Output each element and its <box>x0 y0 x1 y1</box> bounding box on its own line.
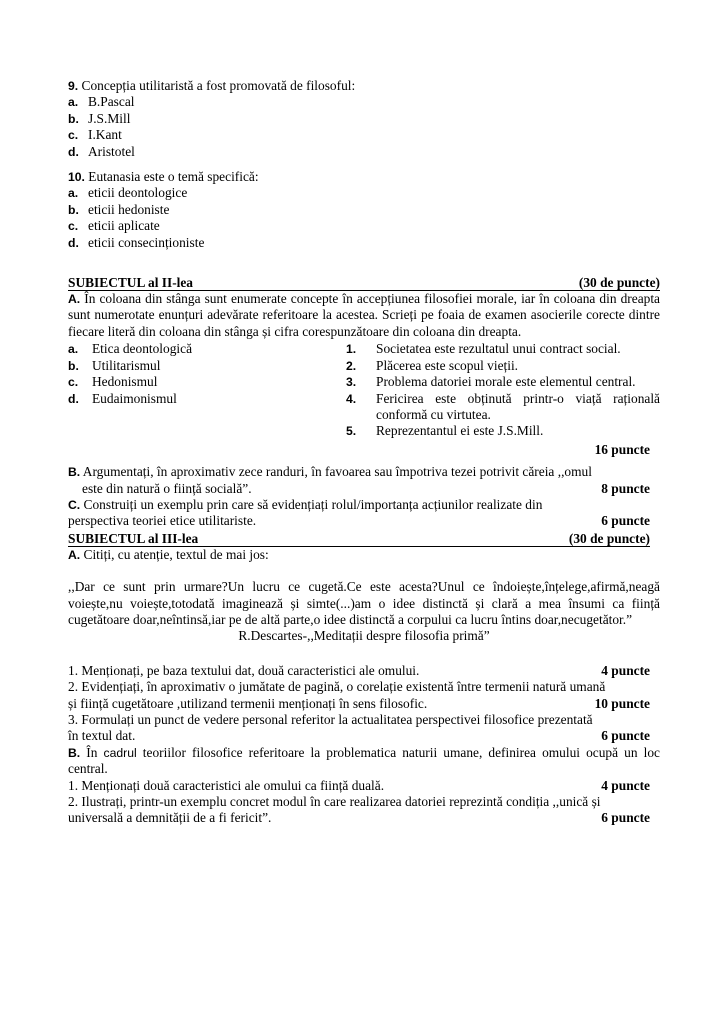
item-text: și ființă cugetătoare ,utilizand termenii menționați în sens filosofic. <box>68 695 428 711</box>
question-10 <box>68 169 660 185</box>
subject-2-b <box>68 464 660 480</box>
right-item <box>346 391 660 424</box>
question-number: 9. <box>68 79 79 93</box>
item-text: Argumentați, în aproximativ zece randuri, în favoarea sau împotriva tezei potrivit căreia ,,omul <box>80 464 592 480</box>
right-number: 3. <box>346 375 357 390</box>
item-points: 6 puncte <box>601 513 650 529</box>
subject-title: SUBIECTUL al II-lea <box>68 275 194 291</box>
left-item <box>68 374 346 390</box>
subject-3-item-3: 3. Formulați un punct de vedere personal referitor la actualitatea perspectivei filosofice prezentată <box>68 712 593 727</box>
right-item <box>346 423 660 439</box>
item-label: A. <box>68 292 81 307</box>
right-text: Reprezentantul ei este J.S.Mill. <box>376 423 544 439</box>
subject-2-c-line2 <box>68 513 660 529</box>
right-text: Societatea este rezultatul unui contract social. <box>376 341 621 357</box>
item-text: în textul dat. <box>68 728 136 744</box>
right-item <box>346 374 660 390</box>
right-number: 4. <box>346 391 357 406</box>
quote-author: R.Descartes-,,Meditații despre filosofia primă” <box>238 628 490 644</box>
item-points: 6 puncte <box>601 810 650 826</box>
descartes-quote: ,,Dar ce sunt prin urmare?Un lucru ce cugetă.Ce este acesta?Unul ce îndoiește,înțelege,afirmă,neagă voiește,nu voiește,totodată imaginează și simte(...)am o idee distinctă și clară a mea însumi ca ființă cugetătoare doar,neîntinsă,iar pe de altă parte,o idee distinctă a corpului ca lucru întins doar,necugetător.” <box>68 579 660 627</box>
option-letter: d. <box>68 235 79 250</box>
left-text: Eudaimonismul <box>92 390 177 406</box>
item-text: Citiți, cu atenție, textul de mai jos: <box>80 546 269 562</box>
option-text: eticii hedoniste <box>88 201 170 217</box>
option-text: J.S.Mill <box>88 110 131 126</box>
option-letter: a. <box>68 186 79 201</box>
item-text-sans: cadrul <box>103 745 137 760</box>
subject-2-a-points: 16 puncte <box>594 441 650 457</box>
subject-2-a-instructions <box>68 291 660 340</box>
item-text: este din natură o ființă socială”. <box>82 480 252 496</box>
subject-3-heading <box>68 531 650 547</box>
item-text: Construiți un exemplu prin care să evidențiați rolul/importanța acțiunilor realizate din <box>80 496 543 512</box>
right-item <box>346 341 660 357</box>
left-item <box>68 341 346 357</box>
option <box>68 144 660 160</box>
item-label: B. <box>68 745 81 760</box>
subject-3-b-item-2-line2 <box>68 810 660 826</box>
option-text: I.Kant <box>88 127 122 143</box>
item-text: universală a demnității de a fi fericit”. <box>68 810 272 826</box>
item-label: B. <box>68 465 81 480</box>
option <box>68 218 660 234</box>
option-letter: c. <box>68 219 79 234</box>
option-text: eticii deontologice <box>88 185 188 201</box>
item-points: 10 puncte <box>594 695 650 711</box>
right-number: 1. <box>346 342 357 357</box>
option-letter: b. <box>68 202 79 217</box>
option-text: eticii aplicate <box>88 218 160 234</box>
option-text: B.Pascal <box>88 94 135 110</box>
option <box>68 127 660 143</box>
subject-title: SUBIECTUL al III-lea <box>68 530 199 546</box>
subject-3-item-3-line2 <box>68 728 660 744</box>
left-column <box>68 341 346 439</box>
item-text: perspectiva teoriei etice utilitariste. <box>68 513 257 529</box>
option-letter: d. <box>68 144 79 159</box>
item-text: 1. Menționați, pe baza textului dat, două caracteristici ale omului. <box>68 662 420 678</box>
option-text: eticii consecinționiste <box>88 234 205 250</box>
left-item <box>68 358 346 374</box>
subject-2-c <box>68 497 660 513</box>
option <box>68 111 660 127</box>
right-item <box>346 358 660 374</box>
item-points: 6 puncte <box>601 728 650 744</box>
subject-2-heading <box>68 275 660 291</box>
question-number: 10. <box>68 170 85 185</box>
option-text: Aristotel <box>88 143 135 159</box>
subject-3-a-instructions <box>68 547 660 563</box>
right-number: 2. <box>346 358 357 373</box>
subject-points: (30 de puncte) <box>578 275 660 291</box>
option-letter: a. <box>68 95 79 110</box>
option-letter: b. <box>68 111 79 126</box>
item-points: 4 puncte <box>601 777 650 793</box>
subject-3-b <box>68 745 660 778</box>
item-label: C. <box>68 497 81 512</box>
item-points: 4 puncte <box>601 662 650 678</box>
option <box>68 185 660 201</box>
left-letter: c. <box>68 375 79 390</box>
right-column <box>346 341 660 439</box>
subject-3-item-2: 2. Evidențiați, în aproximativ o jumătate de pagină, o corelație existentă între termenii natură umană <box>68 679 606 695</box>
right-text: Fericirea este obținută printr-o viață rațională conformă cu virtutea. <box>376 390 660 422</box>
subject-3-item-2-line2 <box>68 696 660 712</box>
right-number: 5. <box>346 424 357 439</box>
subject-points: (30 de puncte) <box>568 530 650 546</box>
item-text: În coloana din stânga sunt enumerate concepte în accepțiunea filosofiei morale, iar în coloana din dreapta sunt numerotate enunțuri adevărate referitoare la acestea. Scrieți pe foaia de examen asocierile corecte dintre fiecare literă din coloana din stânga și cifra corespunzătoare din coloana din dreapta. <box>68 291 660 339</box>
item-points: 8 puncte <box>601 480 650 496</box>
option <box>68 202 660 218</box>
left-text: Hedonismul <box>92 374 158 390</box>
item-text: În <box>80 744 104 760</box>
subject-2-b-line2 <box>68 481 660 497</box>
subject-3-item-1 <box>68 663 660 679</box>
left-item <box>68 391 346 407</box>
question-text: Concepția utilitaristă a fost promovată de filosoful: <box>78 78 356 93</box>
question-text: Eutanasia este o temă specifică: <box>84 169 259 185</box>
left-letter: b. <box>68 358 79 373</box>
item-label: A. <box>68 547 81 562</box>
matching-columns <box>68 341 660 439</box>
left-text: Etica deontologică <box>92 341 193 357</box>
question-9 <box>68 78 660 94</box>
option-letter: c. <box>68 128 79 143</box>
left-text: Utilitarismul <box>92 357 161 373</box>
question-10-options <box>68 185 660 251</box>
left-letter: a. <box>68 342 79 357</box>
left-letter: d. <box>68 391 79 406</box>
question-9-options <box>68 94 660 160</box>
subject-3-b-item-1 <box>68 778 660 794</box>
subject-3-b-item-2: 2. Ilustrați, printr-un exemplu concret modul în care realizarea datoriei reprezintă condiția ,,unică și <box>68 794 601 810</box>
option <box>68 94 660 110</box>
item-text: teoriilor filosofice referitoare la problematica naturii umane, definirea omului ocupă un loc central. <box>68 744 660 777</box>
right-text: Problema datoriei morale este elementul central. <box>376 374 636 390</box>
right-text: Plăcerea este scopul vieții. <box>376 357 519 373</box>
option <box>68 235 660 251</box>
item-text: 1. Menționați două caracteristici ale omului ca ființă duală. <box>68 777 385 793</box>
exam-page <box>68 78 660 827</box>
